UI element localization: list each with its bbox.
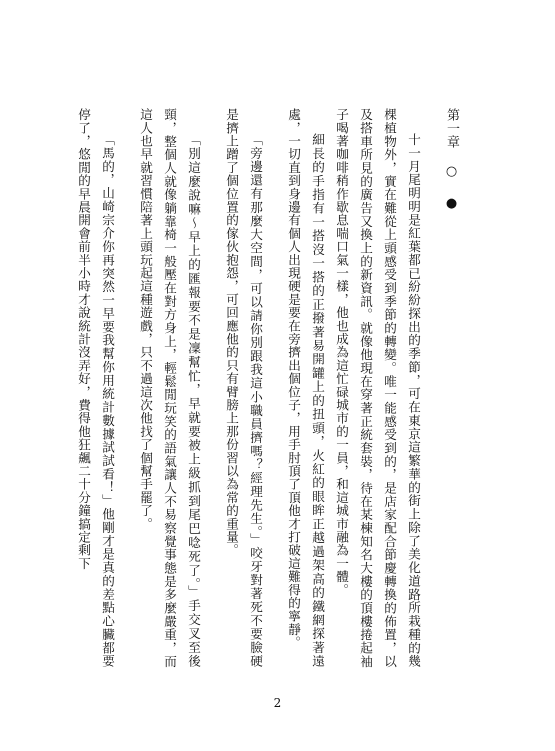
page-number: 2: [273, 696, 282, 710]
vertical-text-body: [57, 108, 463, 668]
paragraph-5: 「馬的，山崎宗介你再突然一早要我幫你用統計數據試試看！」他剛才是真的差點心臟都要停了，悠閒的早晨開會前半小時才說統計沒弄好，費得他狂飆二十分鐘搞定剩下: [76, 108, 115, 668]
paragraph-3: 「旁邊還有那麼大空間，可以請你別跟我這小職員擠嗎？經理先生。」咬牙對著死不要臉硬是擠上蹭了個位置的傢伙抱怨，可回應他的只有臂膀上那份習以為常的重量。: [224, 108, 263, 668]
paragraph-1: 十一月尾明明是紅葉都已紛紛探出的季節，可在東京這繁華的街上除了美化道路所栽種的幾棵植物外，實在難從上頭感受到季節的轉變。唯一能感受到的，是店家配合節慶轉換的佈置，以及搭車所見的廣告又換上的新資訊。就像他現在穿著正統套裝，待在某棟知名大樓的頂樓捲起袖子喝著咖啡稍作歇息喘口氣一樣，他也成為這忙碌城市的一員，和這城市融為一體。: [334, 108, 421, 668]
chapter-heading: [439, 108, 463, 668]
chapter-title: 第一章: [444, 108, 459, 149]
paragraph-4: 「別這麼說嘛～早上的匯報要不是凜幫忙，早就要被上級抓到尾巴唸死了。」手交叉至後頸，整個人就像躺靠椅一般壓在對方身上，輕鬆閒玩笑的語氣讓人不易察覺事態是多麼嚴重，而這人也早就習慣陪著上頭玩起這種遊戲，只不過這次他找了個幫手罷了。: [138, 108, 201, 668]
filled-circle-mark: ●: [444, 195, 459, 212]
paragraph-2: 細長的手指有一搭沒一搭的正撥著易開罐上的扭頭，火紅的眼眸正越過架高的鐵網探著遠處，一切直到身邊有個人出現硬是要在旁擠出個位子，用手肘頂了頂他才打破這難得的寧靜。: [286, 108, 325, 668]
open-circle-mark: ○: [444, 164, 459, 181]
